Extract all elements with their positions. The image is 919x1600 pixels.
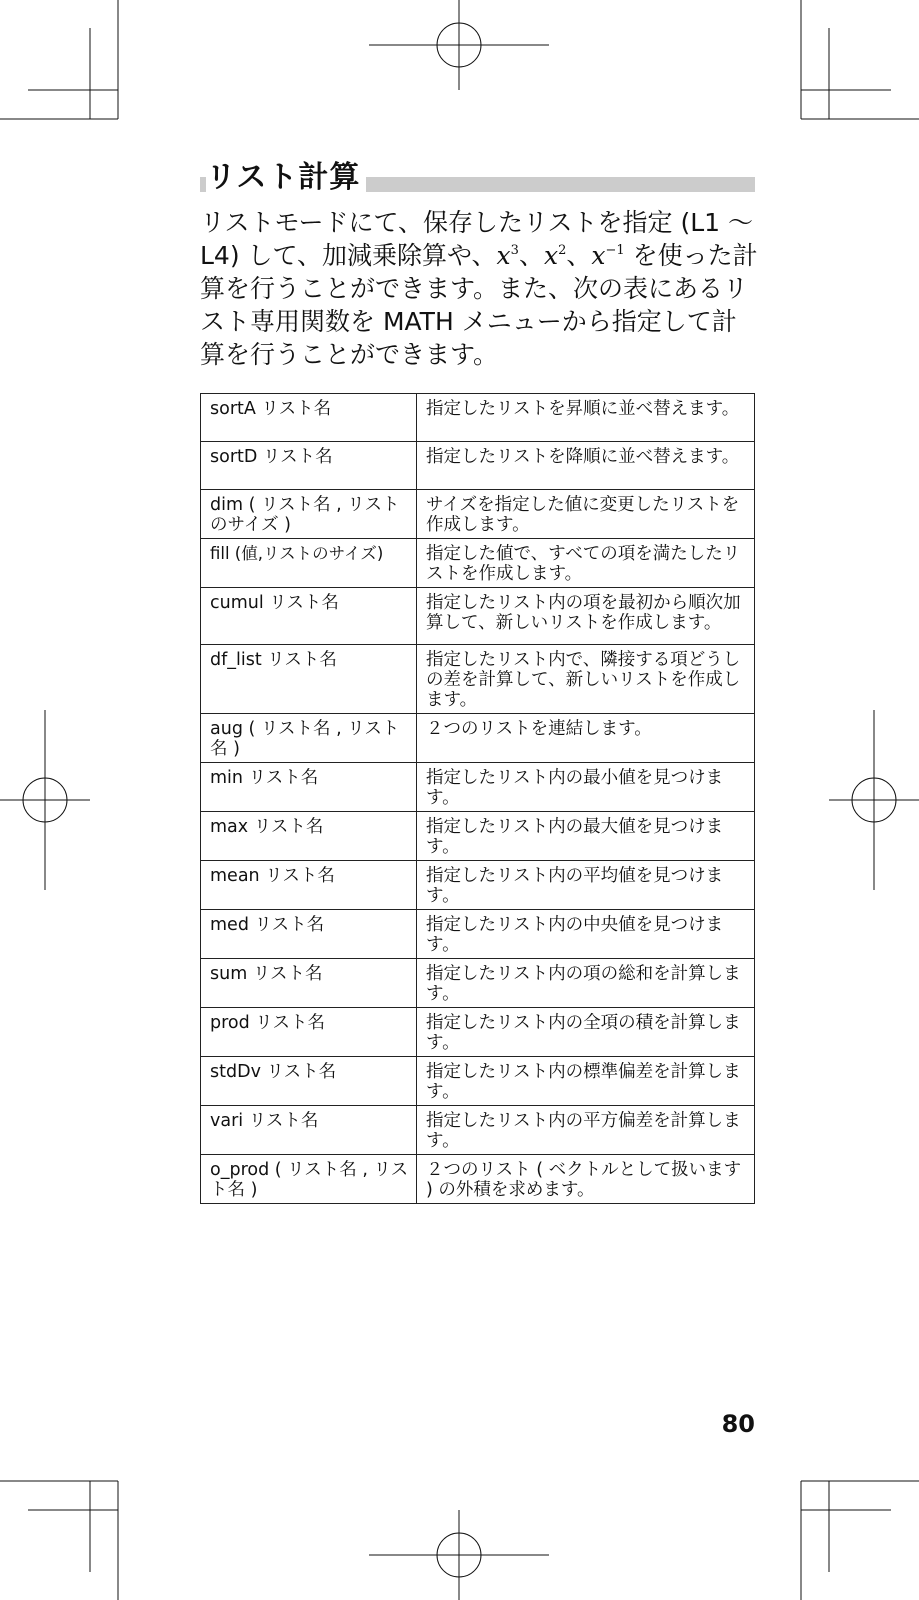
list-function-table <box>200 393 755 1204</box>
intro-text-1: リストモードにて、保存したリストを指定 (L1 ～ L4) して、加減乗除算や、 <box>200 208 753 270</box>
function-description: 指定したリスト内の項を最初から順次加算して、新しいリストを作成します。 <box>417 588 755 645</box>
function-name: o_prod ( リスト名 , リスト名 ) <box>201 1155 417 1204</box>
table-row <box>201 442 755 490</box>
table-row <box>201 1106 755 1155</box>
function-name: med リスト名 <box>201 910 417 959</box>
function-name: vari リスト名 <box>201 1106 417 1155</box>
table-row <box>201 910 755 959</box>
table-row <box>201 645 755 714</box>
function-name: min リスト名 <box>201 763 417 812</box>
function-name: cumul リスト名 <box>201 588 417 645</box>
page-number: 80 <box>721 1410 755 1438</box>
function-name: aug ( リスト名 , リスト名 ) <box>201 714 417 763</box>
function-name: sortD リスト名 <box>201 442 417 490</box>
table-row <box>201 812 755 861</box>
function-description: 指定した値で、すべての項を満たしたリストを作成します。 <box>417 539 755 588</box>
table-row <box>201 959 755 1008</box>
function-description: 指定したリスト内の項の総和を計算します。 <box>417 959 755 1008</box>
function-name: fill (値,リストのサイズ) <box>201 539 417 588</box>
intro-separator: 、 <box>566 241 592 270</box>
function-description: 指定したリストを昇順に並べ替えます。 <box>417 394 755 442</box>
heading-title: リスト計算 <box>206 160 366 196</box>
table-row <box>201 714 755 763</box>
intro-paragraph <box>200 206 760 371</box>
table-row <box>201 539 755 588</box>
table-row <box>201 1008 755 1057</box>
function-description: 指定したリスト内の標準偏差を計算します。 <box>417 1057 755 1106</box>
function-description: 指定したリスト内の中央値を見つけます。 <box>417 910 755 959</box>
table-row <box>201 490 755 539</box>
function-description: 指定したリスト内の平方偏差を計算します。 <box>417 1106 755 1155</box>
function-description: 指定したリスト内で、隣接する項どうしの差を計算して、新しいリストを作成します。 <box>417 645 755 714</box>
function-name: df_list リスト名 <box>201 645 417 714</box>
function-name: max リスト名 <box>201 812 417 861</box>
function-description: 指定したリスト内の平均値を見つけます。 <box>417 861 755 910</box>
x-squared: $x^2$ <box>543 241 567 270</box>
function-name: prod リスト名 <box>201 1008 417 1057</box>
function-description: 指定したリスト内の最大値を見つけます。 <box>417 812 755 861</box>
x-inverse: $x^{-1}$ <box>591 241 625 270</box>
function-name: stdDv リスト名 <box>201 1057 417 1106</box>
x-cubed: $x^3$ <box>496 241 519 270</box>
function-description: ２つのリスト ( ベクトルとして扱います ) の外積を求めます。 <box>417 1155 755 1204</box>
function-name: mean リスト名 <box>201 861 417 910</box>
intro-text-2: を使った計算を行うことができます。また、次の表にあるリスト専用関数を MATH メニューから指定して計算を行うことができます。 <box>200 241 758 369</box>
function-description: サイズを指定した値に変更したリストを作成します。 <box>417 490 755 539</box>
function-description: ２つのリストを連結します。 <box>417 714 755 763</box>
table-row <box>201 1057 755 1106</box>
section-heading <box>200 160 755 196</box>
function-name: sortA リスト名 <box>201 394 417 442</box>
table-row <box>201 588 755 645</box>
table-row <box>201 763 755 812</box>
function-description: 指定したリスト内の最小値を見つけます。 <box>417 763 755 812</box>
function-name: dim ( リスト名 , リストのサイズ ) <box>201 490 417 539</box>
function-description: 指定したリストを降順に並べ替えます。 <box>417 442 755 490</box>
function-name: sum リスト名 <box>201 959 417 1008</box>
table-row <box>201 861 755 910</box>
intro-separator: 、 <box>518 241 544 270</box>
table-row <box>201 1155 755 1204</box>
table-row <box>201 394 755 442</box>
function-description: 指定したリスト内の全項の積を計算します。 <box>417 1008 755 1057</box>
